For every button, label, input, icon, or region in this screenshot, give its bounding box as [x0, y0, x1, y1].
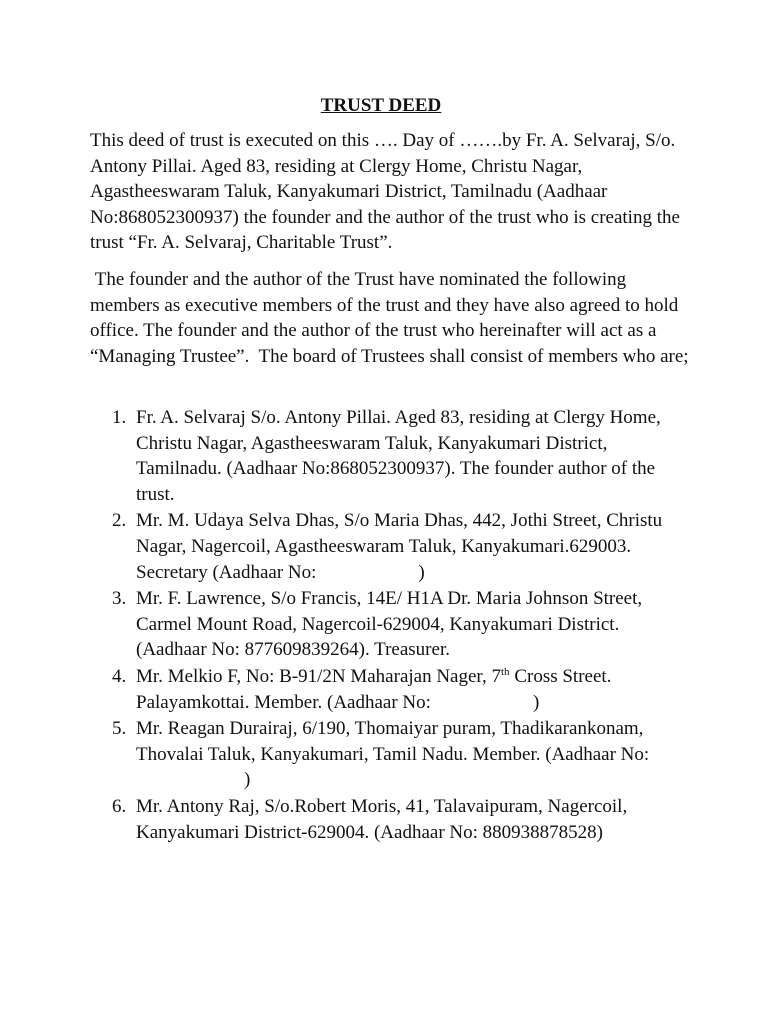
list-item-number: 1. — [112, 407, 127, 428]
list-item-number: 5. — [112, 718, 127, 740]
list-item — [90, 664, 690, 715]
list-item — [90, 405, 690, 507]
list-item-number: 6. — [112, 795, 127, 817]
list-item-number: 3. — [112, 588, 127, 610]
nomination-paragraph: The founder and the author of the Trust have nominated the following members as executive members of the trust and they have also agreed to hold office. The founder and the author of the trust who hereinafter will act as a “Managing Trustee”. The board of Trustees shall consist of members who are; — [90, 269, 689, 367]
opening-paragraph: This deed of trust is executed on this …. Day of …….by Fr. A. Selvaraj, S/o. Antony Pillai. Aged 83, residing at Clergy Home, Christu Nagar, Agastheeswaram Taluk, Kanyakumari District, Tamilnadu (Aadhaar No:868052300937) the founder and the author of the trust who is creating the trust “Fr. A. Selvaraj, Charitable Trust”. — [90, 130, 680, 254]
list-item-number: 4. — [112, 665, 127, 687]
list-item-text: Mr. Melkio F, No: B-91/2N Maharajan Nager, 7 — [136, 665, 501, 687]
trustee-list — [90, 405, 690, 846]
list-item-number: 2. — [112, 510, 127, 532]
list-item — [90, 794, 690, 845]
list-item-text-continued: Cross Street. Palayamkottai. Member. (Aadhaar No: — [136, 665, 612, 713]
closing-paren: ) — [418, 561, 425, 583]
list-item-text: Mr. Antony Raj, S/o.Robert Moris, 41, Talavaipuram, Nagercoil, Kanyakumari District-629004. (Aadhaar No: 880938878528) — [136, 795, 628, 843]
list-item-text: Mr. M. Udaya Selva Dhas, S/o Maria Dhas, 442, Jothi Street, Christu Nagar, Nagercoil, Agastheeswaram Taluk, Kanyakumari.629003. — [136, 510, 663, 557]
list-item-text: Fr. A. Selvaraj S/o. Antony Pillai. Aged 83, residing at Clergy Home, Christu Nagar, Agastheeswaram Taluk, Kanyakumari District, Tamilnadu. (Aadhaar No:868052300937). The founder author of the trust. — [136, 407, 661, 505]
list-item — [90, 586, 690, 663]
closing-paren: ) — [532, 691, 540, 713]
secretary-aadhaar-label: Secretary (Aadhaar No: — [136, 561, 317, 583]
document-title: TRUST DEED — [320, 95, 442, 116]
list-item — [90, 716, 690, 793]
ordinal-superscript: th — [501, 665, 510, 678]
list-item-text: Mr. F. Lawrence, S/o Francis, 14E/ H1A Dr. Maria Johnson Street, Carmel Mount Road, Nagercoil-629004, Kanyakumari District. (Aadhaar No: 877609839264). Treasurer. — [136, 588, 643, 661]
closing-paren: ) — [244, 769, 251, 791]
list-item — [90, 508, 690, 585]
list-item-text: Mr. Reagan Durairaj, 6/190, Thomaiyar puram, Thadikarankonam, Thovalai Taluk, Kanyakumari, Tamil Nadu. Member. (Aadhaar No: — [136, 718, 650, 765]
